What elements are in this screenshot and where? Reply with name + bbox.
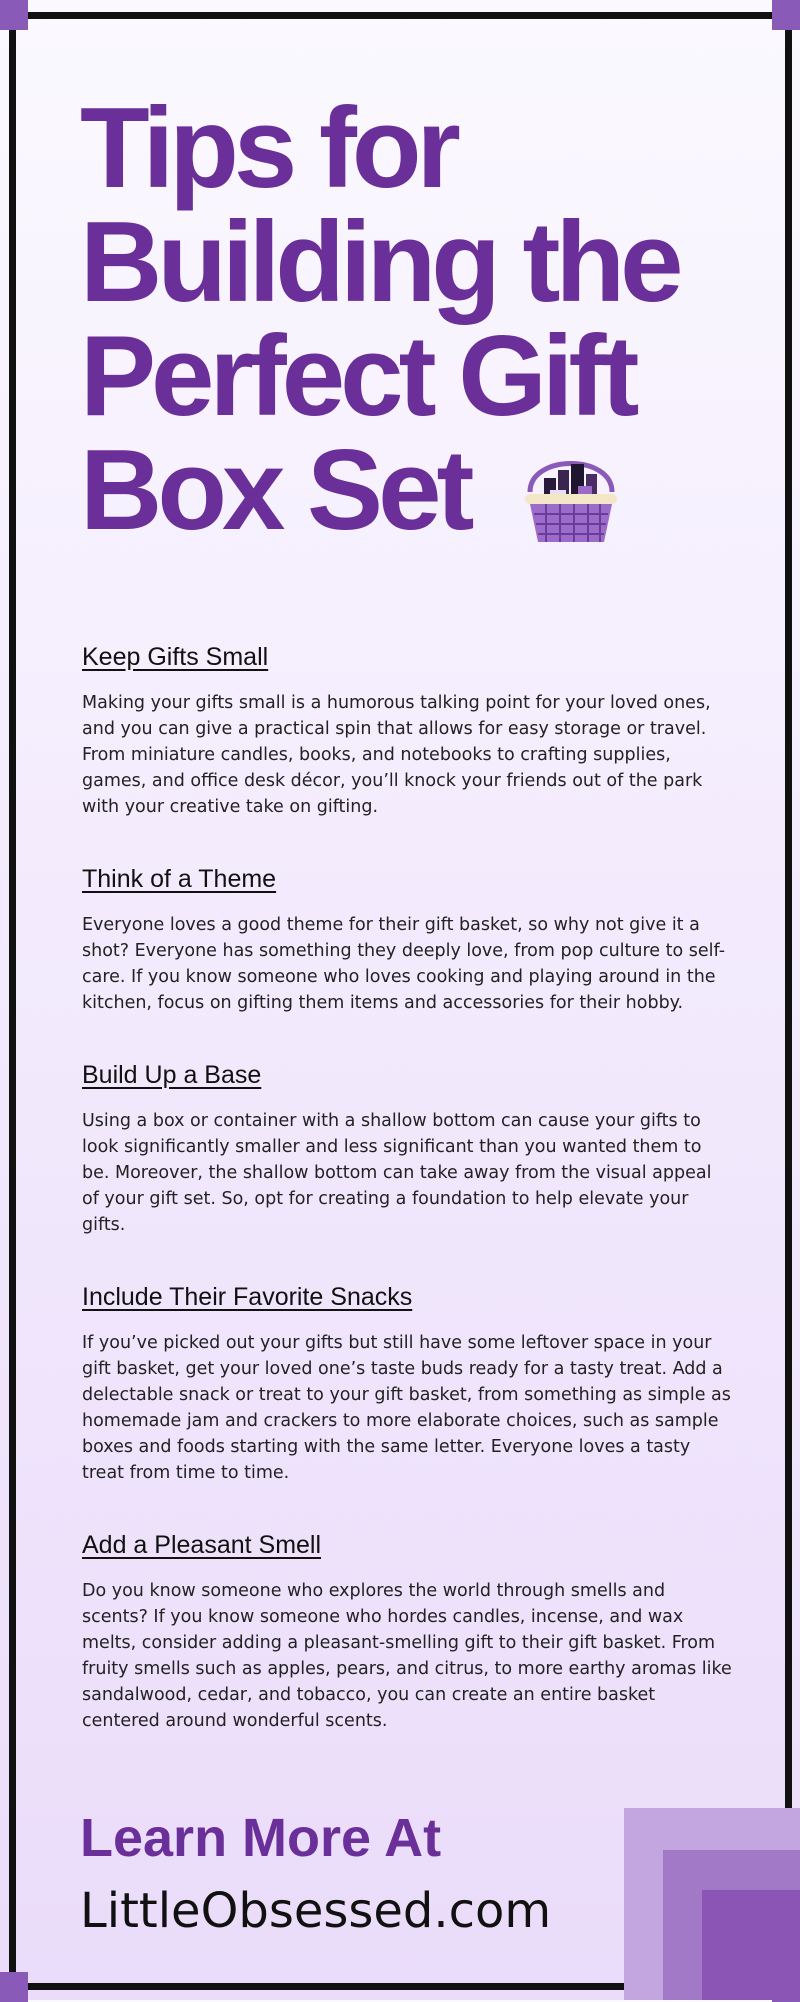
- frame-right-border: [785, 0, 792, 2000]
- section-body: Everyone loves a good theme for their gift basket, so why not give it a shot? Everyone has something they deeply love, from pop culture to self-care. If you know someone who loves cooking and playing around in the kitchen, focus on gifting them items and accessories for their hobby.: [82, 915, 726, 1013]
- frame-left-border: [9, 0, 16, 2000]
- corner-square-bottom-left: [0, 1972, 28, 2002]
- section-heading: Think of a Theme: [82, 865, 277, 893]
- corner-square-top-left: [0, 0, 28, 30]
- tip-section-include-favorite-snacks: [82, 1282, 732, 1486]
- section-heading: Build Up a Base: [82, 1061, 262, 1089]
- gift-basket-icon: [520, 448, 622, 548]
- section-body: Using a box or container with a shallow bottom can cause your gifts to look significantly smaller and less significant than you wanted them to be. Moreover, the shallow bottom can take away from the visual appeal of your gift set. So, opt for creating a foundation to help elevate your gifts.: [82, 1111, 712, 1235]
- corner-square-top-right: [772, 0, 800, 30]
- page-title: Tips for Building the Perfect Gift Box Set: [80, 85, 679, 554]
- section-heading: Keep Gifts Small: [82, 643, 269, 671]
- tip-section-add-pleasant-smell: [82, 1530, 732, 1734]
- section-body: Do you know someone who explores the world through smells and scents? If you know someone who hordes candles, incense, and wax melts, consider adding a pleasant-smelling gift to their gift basket. From fruity smells such as apples, pears, and citrus, to more earthy aromas like sandalwood, cedar, and tobacco, you can create an entire basket centered around wonderful scents.: [82, 1581, 732, 1731]
- section-heading: Add a Pleasant Smell: [82, 1531, 322, 1559]
- tip-section-keep-gifts-small: [82, 642, 732, 820]
- frame-top-border: [0, 12, 800, 19]
- section-body: Making your gifts small is a humorous talking point for your loved ones, and you can give a practical spin that allows for easy storage or travel. From miniature candles, books, and notebooks to crafting supplies, games, and office desk décor, you’ll knock your friends out of the park with your creative take on gifting.: [82, 693, 711, 817]
- cta-site-name: LittleObsessed.com: [80, 1883, 552, 1939]
- cta-label: Learn More At: [80, 1808, 442, 1868]
- section-body: If you’ve picked out your gifts but still have some leftover space in your gift basket, get your loved one’s taste buds ready for a tasty treat. Add a delectable snack or treat to your gift basket, from something as simple as homemade jam and crackers to more elaborate choices, such as sample boxes and foods starting with the same letter. Everyone loves a tasty treat from time to time.: [82, 1333, 731, 1483]
- tips-list: [82, 642, 732, 1778]
- tip-section-build-up-a-base: [82, 1060, 732, 1238]
- tip-section-think-of-a-theme: [82, 864, 732, 1016]
- section-heading: Include Their Favorite Snacks: [82, 1283, 413, 1311]
- decorative-square-small: [702, 1890, 800, 2000]
